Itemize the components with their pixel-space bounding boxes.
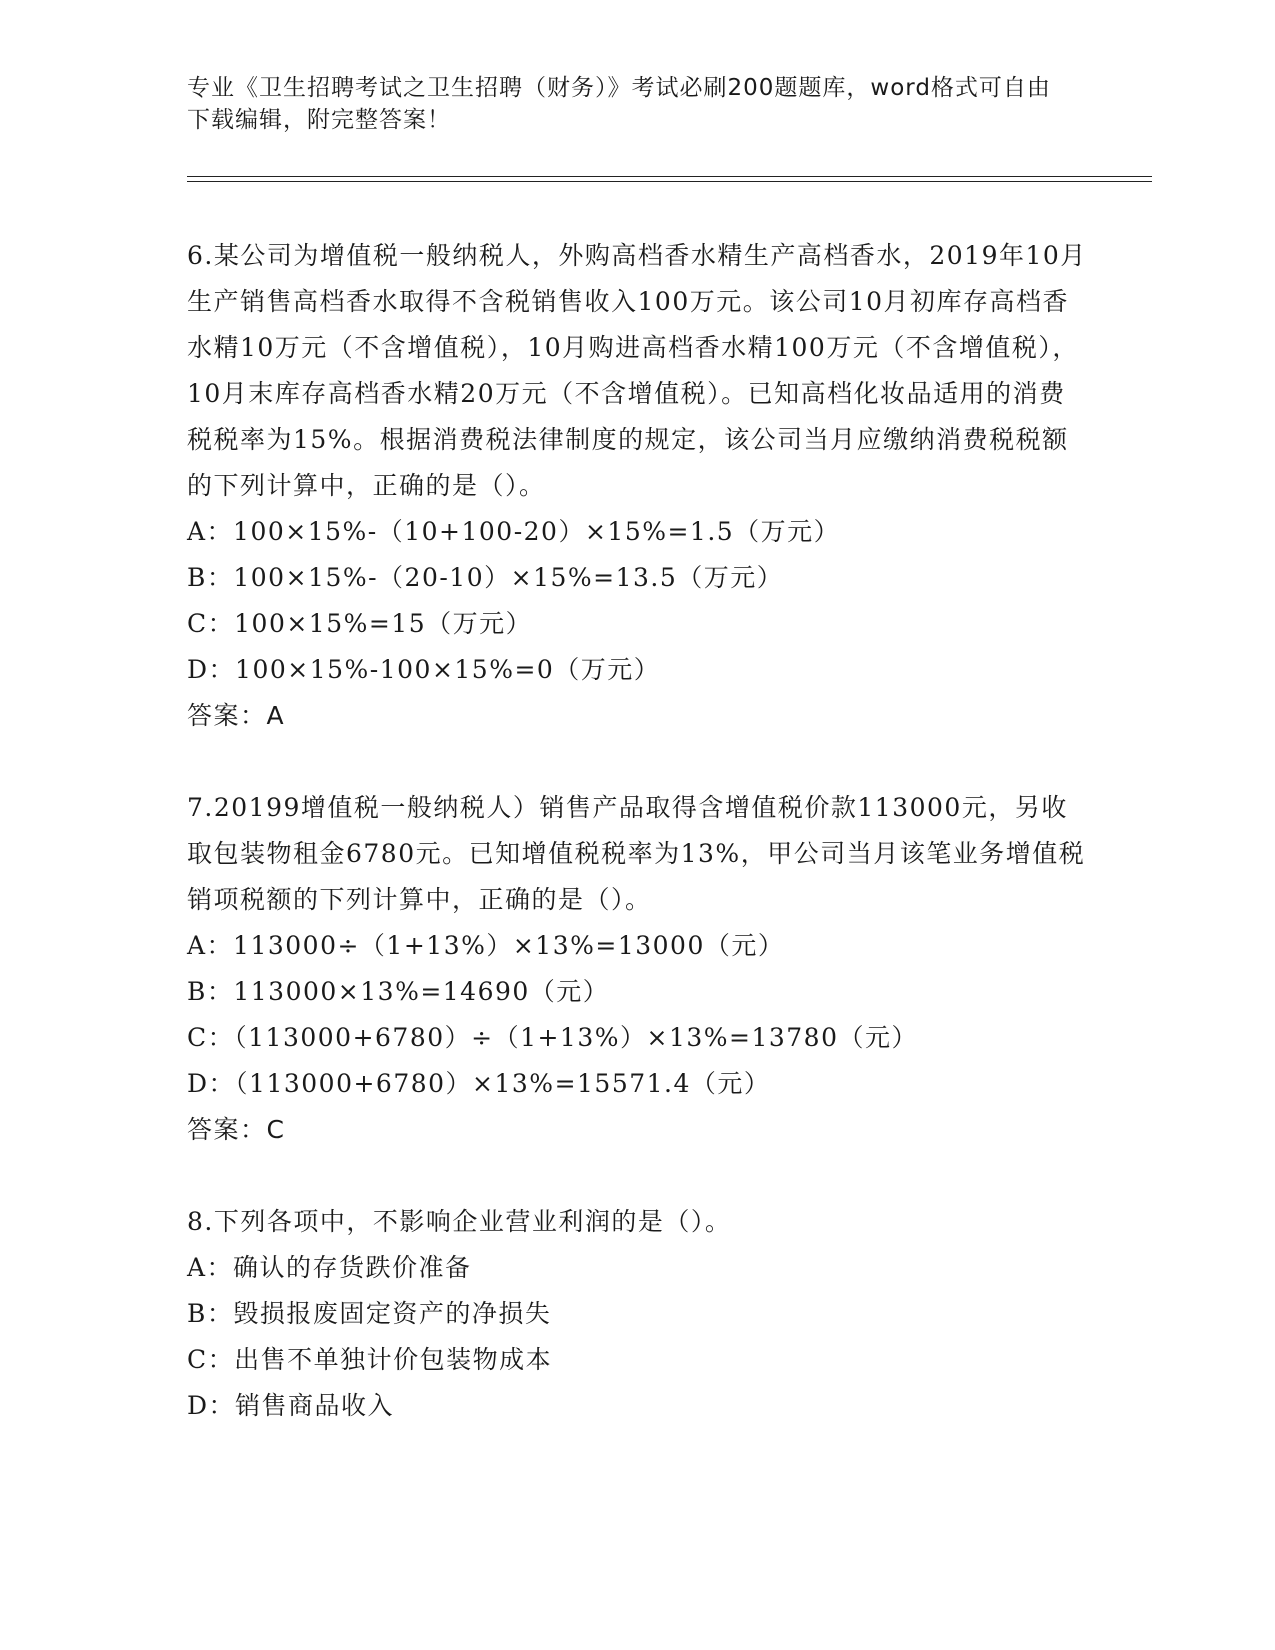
answer-label: 答案：C bbox=[187, 1115, 286, 1144]
document-header: 专业《卫生招聘考试之卫生招聘（财务）》考试必刷200题题库，word格式可自由下载编辑，附完整答案！ bbox=[187, 75, 1051, 133]
option-b: B：100×15%-（20-10）×15%=13.5（万元） bbox=[187, 563, 784, 592]
option-d: D：销售商品收入 bbox=[187, 1391, 395, 1420]
question-list bbox=[187, 233, 1087, 1429]
option-a: A：100×15%-（10+100-20）×15%=1.5（万元） bbox=[187, 517, 841, 546]
option-d: D：100×15%-100×15%=0（万元） bbox=[187, 655, 661, 684]
option-b: B：毁损报废固定资产的净损失 bbox=[187, 1299, 552, 1328]
question-stem: 7.20199增值税一般纳税人）销售产品取得含增值税价款113000元，另收取包装物租金6780元。已知增值税税率为13%，甲公司当月该笔业务增值税销项税额的下列计算中，正确的是（）。 bbox=[187, 793, 1086, 914]
option-d: D：（113000+6780）×13%=15571.4（元） bbox=[187, 1069, 771, 1098]
question-stem: 6.某公司为增值税一般纳税人，外购高档香水精生产高档香水，2019年10月生产销售高档香水取得不含税销售收入100万元。该公司10月初库存高档香水精10万元（不含增值税），10月购进高档香水精100万元（不含增值税），10月末库存高档香水精20万元（不含增值税）。已知高档化妆品适用的消费税税率为15%。根据消费税法律制度的规定，该公司当月应缴纳消费税税额的下列计算中，正确的是（）。 bbox=[187, 241, 1087, 500]
answer-label: 答案：A bbox=[187, 701, 286, 730]
option-a: A：113000÷（1+13%）×13%=13000（元） bbox=[187, 931, 785, 960]
header-divider bbox=[187, 176, 1152, 182]
question-item bbox=[187, 233, 1087, 739]
option-c: C：出售不单独计价包装物成本 bbox=[187, 1345, 553, 1374]
question-item bbox=[187, 1199, 1087, 1429]
question-spacer bbox=[187, 1153, 1087, 1199]
option-b: B：113000×13%=14690（元） bbox=[187, 977, 610, 1006]
question-item bbox=[187, 785, 1087, 1153]
option-a: A：确认的存货跌价准备 bbox=[187, 1253, 472, 1282]
option-c: C：100×15%=15（万元） bbox=[187, 609, 533, 638]
option-c: C：（113000+6780）÷（1+13%）×13%=13780（元） bbox=[187, 1023, 918, 1052]
question-spacer bbox=[187, 739, 1087, 785]
question-stem: 8.下列各项中，不影响企业营业利润的是（）。 bbox=[187, 1207, 732, 1236]
